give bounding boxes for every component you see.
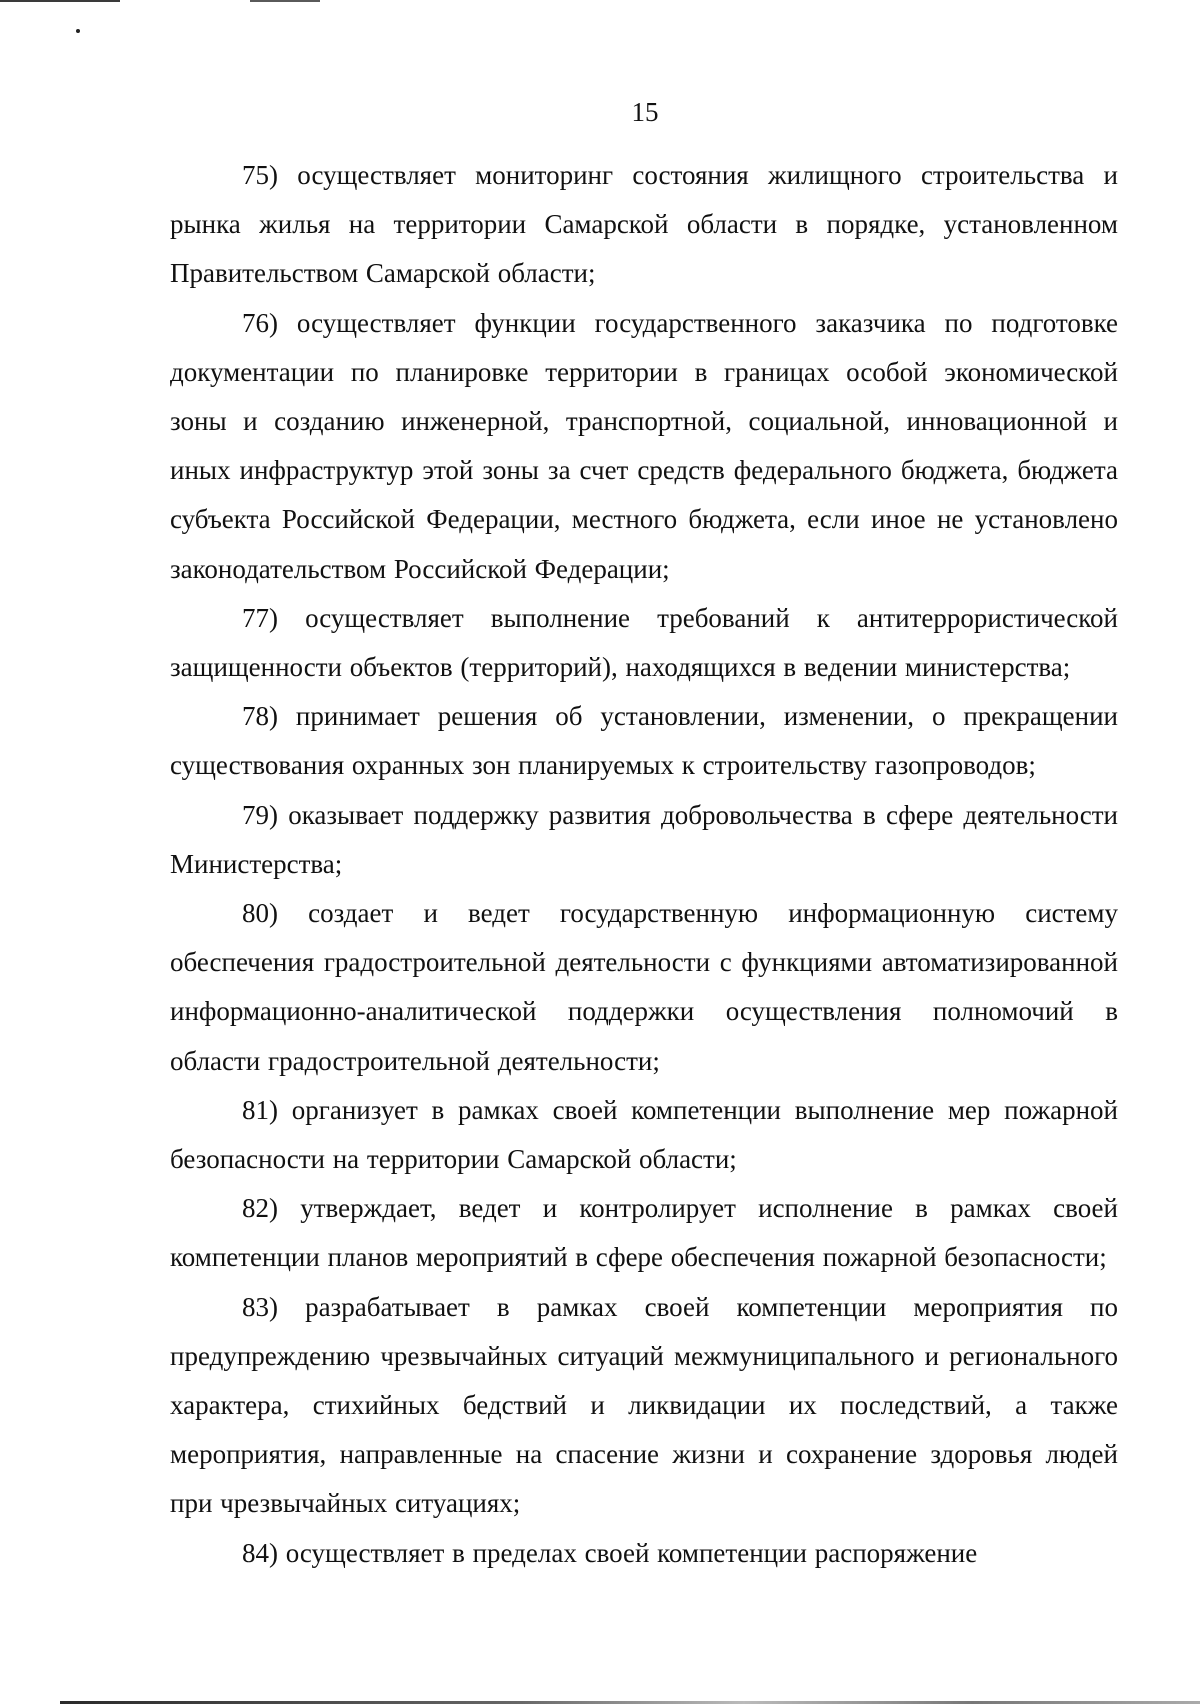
document-body bbox=[170, 151, 1118, 1578]
list-item-77: 77) осуществляет выполнение требований к антитеррористической защищенности объектов (территорий), находящихся в ведении министерства; bbox=[170, 602, 1118, 683]
list-item-83: 83) разрабатывает в рамках своей компетенции мероприятия по предупреждению чрезвычайных ситуаций межмуниципального и регионального характера, стихийных бедствий и ликвидации их последствий, а также мероприятия, направленные на спасение жизни и сохранение здоровья людей при чрезвычайных ситуациях; bbox=[170, 1291, 1118, 1519]
scan-edge-top-middle bbox=[250, 0, 320, 2]
list-item-79: 79) оказывает поддержку развития добровольчества в сфере деятельности Министерства; bbox=[170, 799, 1118, 879]
page-number: 15 bbox=[631, 97, 659, 127]
list-item-81: 81) организует в рамках своей компетенции выполнение мер пожарной безопасности на территории Самарской области; bbox=[170, 1094, 1118, 1175]
list-item-80: 80) создает и ведет государственную информационную систему обеспечения градостроительной деятельности с функциями автоматизированной информационно-аналитической поддержки осуществления полномочий в области градостроительной деятельности; bbox=[170, 898, 1118, 1076]
list-item-84: 84) осуществляет в пределах своей компетенции распоряжение bbox=[242, 1537, 978, 1568]
scan-speck bbox=[76, 29, 80, 33]
list-item-78: 78) принимает решения об установлении, изменении, о прекращении существования охранных зон планируемых к строительству газопроводов; bbox=[170, 701, 1118, 781]
list-item-75: 75) осуществляет мониторинг состояния жилищного строительства и рынка жилья на территории Самарской области в порядке, установленном Правительством Самарской области; bbox=[170, 160, 1118, 289]
list-item-76: 76) осуществляет функции государственного заказчика по подготовке документации по планировке территории в границах особой экономической зоны и созданию инженерной, транспортной, социальной, инновационной и иных инфраструктур этой зоны за счет средств федерального бюджета, бюджета субъекта Российской Федерации, местного бюджета, если иное не установлено законодательством Российской Федерации; bbox=[170, 307, 1118, 584]
scan-edge-top-left bbox=[0, 0, 120, 2]
scan-edge-bottom bbox=[60, 1701, 1200, 1704]
list-item-82: 82) утверждает, ведет и контролирует исполнение в рамках своей компетенции планов мероприятий в сфере обеспечения пожарной безопасности; bbox=[170, 1193, 1118, 1273]
